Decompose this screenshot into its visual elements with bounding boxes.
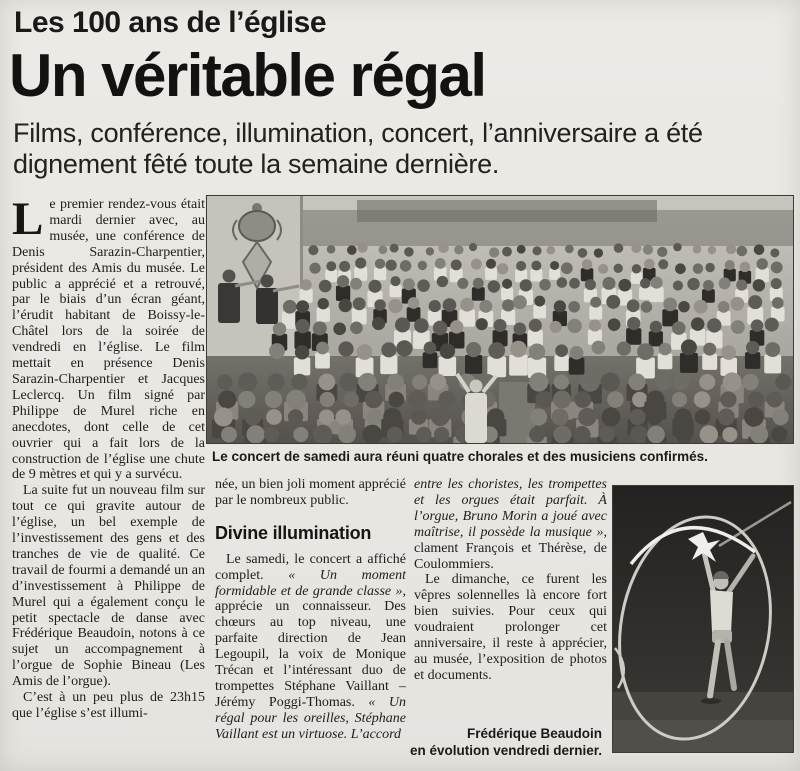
subhead <box>13 118 703 180</box>
kicker: Les 100 ans de l’église <box>14 6 327 39</box>
dancer-caption-line-1: Frédérique Beaudoin <box>466 726 602 741</box>
column-3 <box>414 477 607 725</box>
paragraph: Le dimanche, ce furent les vêpres solennelles là encore fort bien suivies. Pour ceux qui voudraient prolonger cet anniversaire, il reste à apprécier, au musée, l’exposition de photos et documents. <box>414 572 607 683</box>
section-heading: Divine illumination <box>215 522 372 543</box>
dancer-caption-line-2: en évolution vendredi dernier. <box>409 742 602 758</box>
column-1 <box>12 197 205 771</box>
subhead-line-1: Films, conférence, illumination, concert, l’anniversaire a été <box>13 118 703 148</box>
concert-photo <box>206 195 794 444</box>
paragraph: entre les choristes, les trompettes et les orgues était parfait. À l’orgue, Bruno Morin a joué avec maîtrise, il possède la musique », clament François et Thérèse, de Coulommiers. <box>414 477 607 572</box>
subhead-line-2: dignement fêté toute la semaine dernière. <box>13 149 500 179</box>
dancer-photo-image <box>613 486 793 752</box>
paragraph <box>12 197 205 483</box>
paragraph: C’est à un peu plus de 23h15 que l’église s’est illumi- <box>12 690 205 721</box>
concert-photo-image <box>207 196 793 443</box>
paragraph: Le samedi, le concert a affiché complet. « Un moment formidable et de grande classe », apprécie un connaisseur. Des chœurs au top niveau, une parfaite direction de Jean Legoupil, la voix de Monique Trécan et l’intéressant duo de trompettes Stéphane Vaillant – Jérémy Poggi-Thomas. « Un régal pour les oreilles, Stéphane Vaillant est un virtuose. L’accord <box>215 551 406 742</box>
headline: Un véritable régal <box>9 42 486 109</box>
dancer-photo-caption <box>405 726 602 759</box>
concert-photo-caption: Le concert de samedi aura réuni quatre chorales et des musiciens confirmés. <box>212 449 708 464</box>
column-2 <box>215 477 406 771</box>
drop-cap: L <box>12 197 44 245</box>
paragraph: La suite fut un nouveau film sur tout ce qui gravite autour de l’église, un bel exemple de l’investissement des gens et des tranches de vie de qualité. Ce travail de fourmi a demandé un an d’investissement à Philippe de Murel qui a également conçu le petit spectacle de danse avec Frédérique Beaudoin, notons à ce sujet un accompagnement à l’orgue de Sophie Bineau (Les Amis de l’orgue). <box>12 483 205 690</box>
paragraph-text: e premier rendez-vous était mardi dernier avec, au musée, une conférence de Denis Sarazin-Charpentier, président des Amis du musée. Le public a apprécié et a retrouvé, par le biais d’un écran géant, l’érudit habitant de Boissy-le-Châtel lors de la soirée de vendredi en l’église. Le film mettait en présence Denis Sarazin-Charpentier et Jacques Leclercq. Un film signé par Philippe de Murel riche en anecdotes, dont celle de cet ouvrier qui a fait lors de la construction de l’église une chute de 9 mètres et qui y a survécu. <box>12 197 205 483</box>
paragraph: née, un bien joli moment apprécié par le nombreux public. <box>215 477 406 508</box>
dancer-photo <box>612 485 794 753</box>
